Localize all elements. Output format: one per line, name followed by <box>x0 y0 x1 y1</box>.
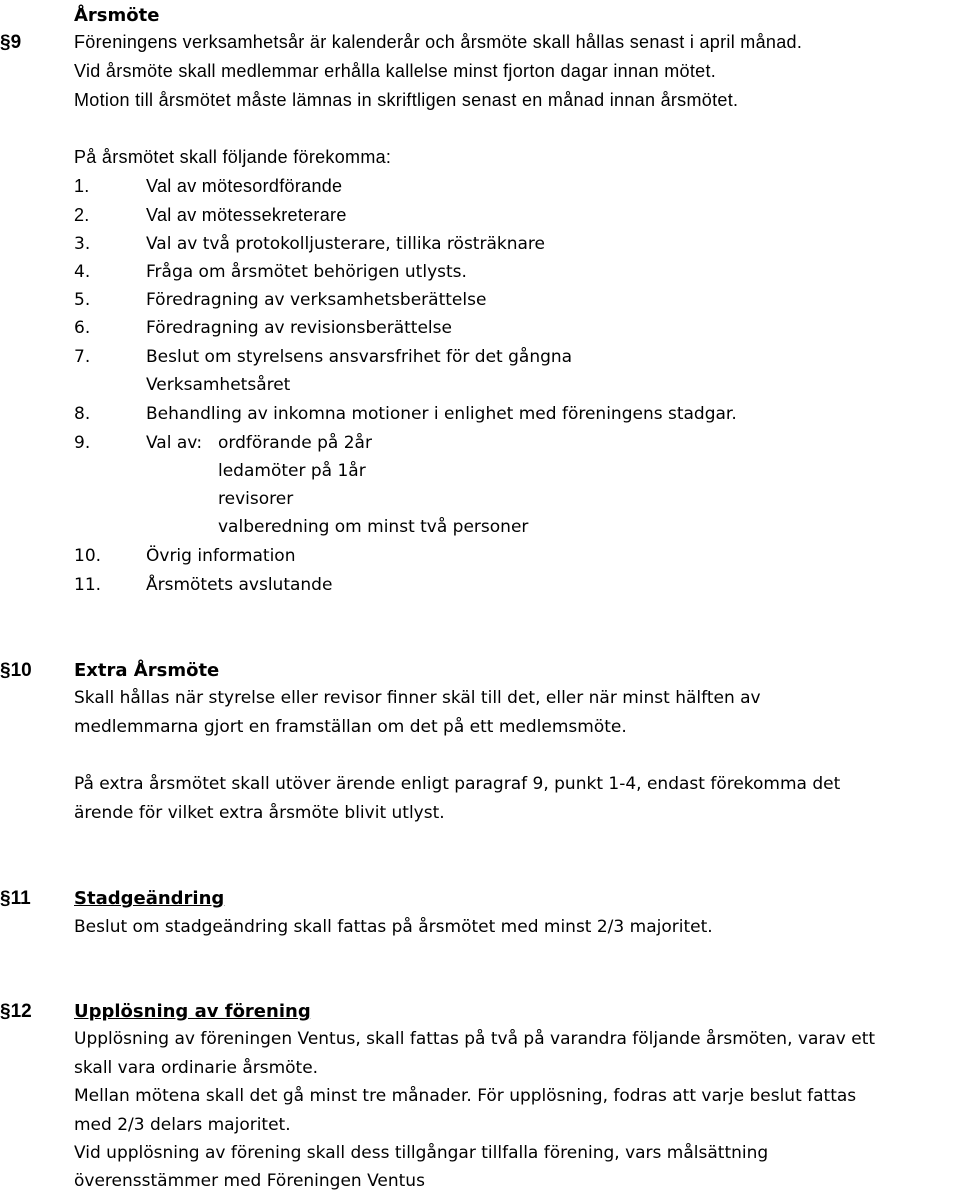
section-title: Årsmöte <box>74 5 160 26</box>
list-item: Övrig information <box>146 546 296 566</box>
text-line: Motion till årsmötet måste lämnas in skriftligen senast en månad innan årsmötet. <box>74 90 739 110</box>
list-item-number: 4. <box>74 262 91 282</box>
list-item: Beslut om styrelsens ansvarsfrihet för det gångna <box>146 347 573 367</box>
list-item: Fråga om årsmötet behörigen utlysts. <box>146 262 467 282</box>
val-sub-item: ordförande på 2år <box>218 433 372 453</box>
text-line: Vid upplösning av förening skall dess tillgångar tillfalla förening, vars målsättning <box>74 1143 769 1163</box>
list-item: Val av mötessekreterare <box>146 205 347 225</box>
list-item: Behandling av inkomna motioner i enlighet med föreningens stadgar. <box>146 404 737 424</box>
list-item: Föredragning av verksamhetsberättelse <box>146 290 487 310</box>
list-item: Val av två protokolljusterare, tillika rösträknare <box>146 234 545 254</box>
list-item: Val av: <box>146 433 203 453</box>
list-item-number: 7. <box>74 347 91 367</box>
list-item-continuation: Verksamhetsåret <box>146 375 291 395</box>
section-number: §10 <box>0 660 32 681</box>
section-number: §9 <box>0 32 22 53</box>
text-line: medlemmarna gjort en framställan om det på ett medlemsmöte. <box>74 717 627 737</box>
text-line: med 2/3 delars majoritet. <box>74 1115 291 1135</box>
list-item-number: 9. <box>74 433 91 453</box>
list-item: Årsmötets avslutande <box>146 575 333 595</box>
list-item-number: 1. <box>74 176 90 196</box>
val-sub-item: ledamöter på 1år <box>218 461 366 481</box>
section-title: Stadgeändring <box>74 888 225 909</box>
agenda-intro: På årsmötet skall följande förekomma: <box>74 147 392 167</box>
list-item: Val av mötesordförande <box>146 176 343 196</box>
section-number: §12 <box>0 1001 32 1022</box>
list-item-number: 3. <box>74 234 91 254</box>
text-line: ärende för vilket extra årsmöte blivit utlyst. <box>74 803 445 823</box>
list-item-number: 11. <box>74 575 102 595</box>
text-line: Upplösning av föreningen Ventus, skall fattas på två på varandra följande årsmöten, varav ett <box>74 1029 876 1049</box>
list-item-number: 6. <box>74 318 91 338</box>
list-item-number: 5. <box>74 290 91 310</box>
list-item-number: 2. <box>74 205 90 225</box>
list-item: Föredragning av revisionsberättelse <box>146 318 452 338</box>
section-title: Extra Årsmöte <box>74 660 220 681</box>
text-line: Mellan mötena skall det gå minst tre månader. För upplösning, fodras att varje beslut fattas <box>74 1086 857 1106</box>
text-line: överensstämmer med Föreningen Ventus <box>74 1171 425 1191</box>
list-item-number: 8. <box>74 404 91 424</box>
text-line: Föreningens verksamhetsår är kalenderår och årsmöte skall hållas senast i april månad. <box>74 32 803 52</box>
text-line: skall vara ordinarie årsmöte. <box>74 1058 319 1078</box>
text-line: Beslut om stadgeändring skall fattas på årsmötet med minst 2/3 majoritet. <box>74 917 713 937</box>
list-item-number: 10. <box>74 546 102 566</box>
text-line: På extra årsmötet skall utöver ärende enligt paragraf 9, punkt 1-4, endast förekomma det <box>74 774 841 794</box>
text-line: Vid årsmöte skall medlemmar erhålla kallelse minst fjorton dagar innan mötet. <box>74 61 717 81</box>
val-sub-item: valberedning om minst två personer <box>218 517 529 537</box>
val-sub-item: revisorer <box>218 489 294 509</box>
section-number: §11 <box>0 888 31 909</box>
section-title: Upplösning av förening <box>74 1001 311 1022</box>
text-line: Skall hållas när styrelse eller revisor finner skäl till det, eller när minst hälften av <box>74 688 761 708</box>
